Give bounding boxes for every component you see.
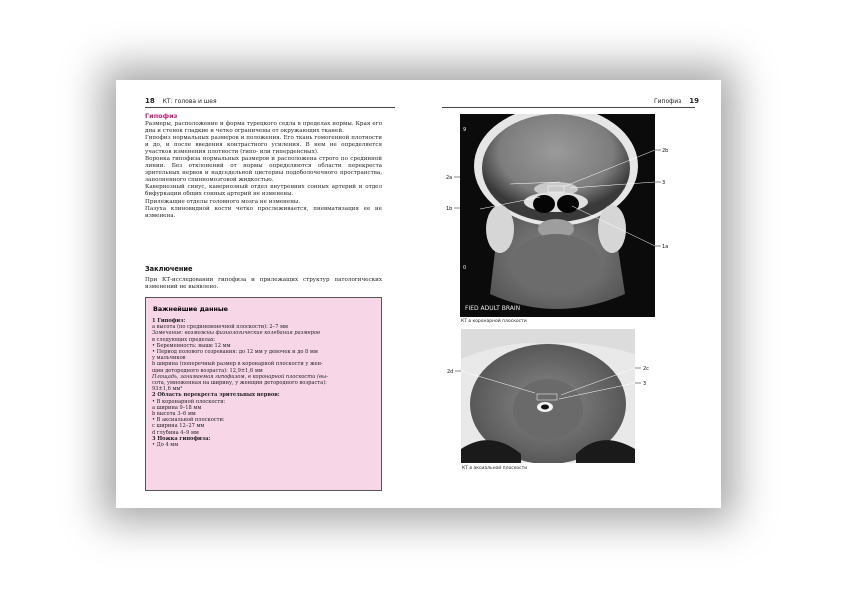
key-data-line: c ширина 12–27 мм	[152, 423, 205, 430]
left-header-rule	[145, 107, 395, 108]
key-data-line: в следующих пределах:	[152, 336, 216, 343]
ct-side-marker: 9	[463, 127, 467, 133]
paragraph: Пазуха клиновидной кости четко прослеживается, пневматизация ее не изменена.	[145, 205, 382, 219]
section-title: Гипофиз	[145, 112, 178, 120]
label-2b: 2b	[662, 148, 669, 154]
left-page-number: 18	[145, 97, 155, 105]
key-data-line: 3 Ножка гипофиза:	[152, 435, 211, 442]
conclusion-heading: Заключение	[145, 265, 193, 273]
conclusion-text: При КТ-исследовании гипофиза и прилежащих структур патологических изменений не выявлено.	[145, 277, 382, 291]
label-2c: 2c	[643, 366, 649, 372]
label-2a: 2a	[446, 175, 453, 181]
ct-side-marker: 0	[463, 265, 467, 271]
paragraph: Прилежащие отделы головного мозга не изменены.	[145, 198, 301, 205]
key-data-line: 2 Область перекреста зрительных нервов:	[152, 392, 280, 399]
key-data-box	[145, 297, 382, 491]
key-data-line: Замечание: возможны физиологические колебания размеров	[152, 330, 320, 337]
label-2d: 2d	[447, 369, 454, 375]
paragraph: Воронка гипофиза нормальных размеров и расположена строго по срединной линии. Без отклонений от нормы определяются области перекреста зрительных нервов и надседельной цистерны подоболочечного пространства, заполненного спинномозговой жидкостью.	[145, 156, 382, 184]
label-1a: 1a	[662, 244, 669, 250]
label-3: 3	[662, 180, 666, 186]
key-data-line: a высота (по срединевенечной плоскости): 2–7 мм	[152, 324, 289, 331]
paragraph: Кавернозный синус, кавернозный отдел внутренних сонных артерий и отдел бифуркации общих сонных артерий не изменены.	[145, 184, 382, 198]
paragraph: Гипофиз нормальных размеров и положения. Его ткань гомогенной плотности и до, и после введения контрастного усиления. В нем не определяется участков изменения плотности (гипо- или гиперденсных).	[145, 135, 382, 156]
key-data-list	[152, 318, 376, 448]
key-data-title: Важнейшие данные	[153, 305, 229, 313]
book-spread	[116, 80, 721, 508]
key-data-line: d глубина 4–9 мм	[152, 429, 199, 436]
key-data-line: • В аксиальной плоскости:	[152, 417, 225, 424]
key-data-line: • Беременность: выше 12 мм	[152, 342, 231, 349]
key-data-line: у мальчиков	[152, 355, 186, 362]
ct-overlay-text: FIED ADULT BRAIN	[465, 305, 521, 312]
label-1b: 1b	[446, 206, 453, 212]
key-data-line: a ширина 9–18 мм	[152, 404, 202, 411]
label-3-axial: 3	[643, 381, 647, 387]
left-running-head: КТ: голова и шея	[162, 98, 217, 105]
body-paragraphs	[145, 121, 382, 220]
key-data-line: b высота 3–6 мм	[152, 411, 196, 418]
key-data-line: b ширина (поперечный размер в коронарной плоскости у жен-	[152, 361, 323, 368]
key-data-line: 93±1,6 мм²	[152, 386, 183, 393]
key-data-line: • В коронарной плоскости:	[152, 398, 226, 405]
axial-caption: КТ в аксиальной плоскости	[462, 466, 528, 471]
key-data-line: • До 4 мм	[152, 442, 179, 449]
key-data-line: 1 Гипофиз:	[152, 318, 186, 324]
right-running-head: Гипофиз	[654, 98, 682, 105]
paragraph: Размеры, расположение и форма турецкого седла в пределах нормы. Края его дна и стенок гладкие и четко ограничены от окружающих тканей.	[145, 121, 382, 135]
key-data-line: • Период полового созревания: до 12 мм у девочек и до 8 мм	[152, 349, 318, 356]
key-data-line: щин детородного возраста): 12,9±1,6 мм	[152, 367, 263, 374]
coronal-caption: КТ в коронарной плоскости	[461, 319, 527, 324]
axial-labels	[418, 80, 721, 508]
left-page-header	[145, 97, 217, 105]
right-page	[418, 80, 721, 508]
right-page-number: 19	[689, 97, 700, 105]
key-data-line: Площадь, занимаемая гипофизом, в коронарной плоскости (вы-	[152, 373, 328, 380]
key-data-line: сота, умноженная на ширину, у женщин детородного возраста):	[152, 380, 327, 387]
left-page	[116, 80, 418, 508]
